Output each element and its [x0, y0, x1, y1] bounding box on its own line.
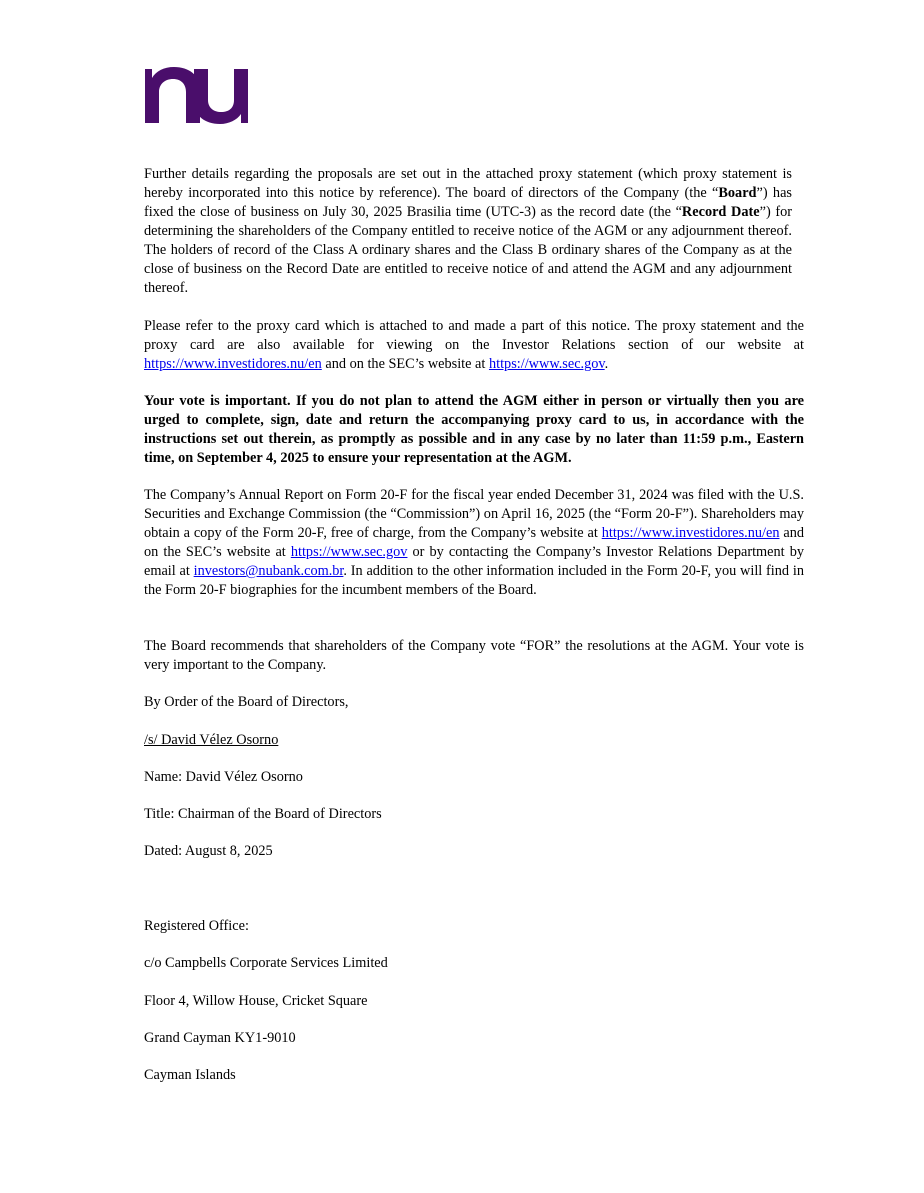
annual-report-text-4: . In addition to the other information included in the Form 20-F, you will find in the Form 20-F biographies for the incumbent members of the Board. — [144, 563, 804, 598]
investor-email-link[interactable]: investors@nubank.com.br — [193, 563, 344, 579]
address-line-3: Grand Cayman KY1-9010 — [144, 1030, 296, 1046]
board-recommendation-paragraph — [144, 637, 804, 675]
board-defined-term: Board — [718, 185, 757, 201]
annual-report-text-3: or by contacting the Company’s Investor Relations Department by email at — [144, 544, 804, 579]
address-line-4: Cayman Islands — [144, 1067, 236, 1083]
by-order-line: By Order of the Board of Directors, — [144, 694, 349, 710]
sec-website-link-2[interactable]: https://www.sec.gov — [290, 544, 408, 560]
proposals-text-1: Further details regarding the proposals are set out in the attached proxy statement (which proxy statement is hereby incorporated into this notice by reference). The board of directors of the Company (the “ — [144, 166, 792, 201]
dated-line: Dated: August 8, 2025 — [144, 843, 273, 859]
address-line-2: Floor 4, Willow House, Cricket Square — [144, 993, 368, 1009]
proposals-paragraph — [144, 165, 792, 298]
registered-office-heading: Registered Office: — [144, 918, 249, 934]
nu-logo-letter-u — [194, 69, 248, 124]
proxy-card-text-3: . — [604, 356, 609, 372]
vote-important-paragraph — [144, 392, 804, 468]
signatory-title: Title: Chairman of the Board of Directors — [144, 806, 382, 822]
annual-report-text-2: and on the SEC’s website at — [144, 525, 805, 560]
signatory-name: Name: David Vélez Osorno — [144, 769, 303, 785]
investor-relations-link-2[interactable]: https://www.investidores.nu/en — [601, 525, 780, 541]
nu-logo — [145, 66, 249, 124]
proxy-card-text-1: Please refer to the proxy card which is attached to and made a part of this notice. The proxy statement and the proxy card are also available for viewing on the Investor Relations section of our website at — [144, 318, 804, 353]
annual-report-text-1: The Company’s Annual Report on Form 20-F for the fiscal year ended December 31, 2024 was filed with the U.S. Securities and Exchange Commission (the “Commission”) on April 16, 2025 (the “Form 20-F”). Shareholders may obtain a copy of the Form 20-F, free of charge, from the Company’s website at — [144, 487, 804, 541]
address-line-1: c/o Campbells Corporate Services Limited — [144, 955, 388, 971]
signature-line: /s/ David Vélez Osorno — [144, 732, 279, 748]
nu-logo-letter-n — [145, 67, 200, 123]
proposals-text-2: ”) has fixed the close of business on July 30, 2025 Brasilia time (UTC-3) as the record date (the “ — [144, 185, 792, 220]
proxy-card-paragraph — [144, 317, 804, 374]
investor-relations-link[interactable]: https://www.investidores.nu/en — [144, 356, 322, 372]
proposals-text-3: ”) for determining the shareholders of the Company entitled to receive notice of the AGM or any adjournment thereof. The holders of record of the Class A ordinary shares and the Class B ordinary shares of the Company as at the close of business on the Record Date are entitled to receive notice of and attend the AGM and any adjournment thereof. — [144, 204, 792, 296]
vote-important-text: Your vote is important. If you do not plan to attend the AGM either in person or virtually then you are urged to complete, sign, date and return the accompanying proxy card to us, in accordance with the instructions set out therein, as promptly as possible and in any case by no later than 11:59 p.m., Eastern time, on September 4, 2025 to ensure your representation at the AGM. — [144, 393, 804, 466]
sec-website-link[interactable]: https://www.sec.gov — [488, 356, 605, 372]
proxy-card-text-2: and on the SEC’s website at — [321, 356, 489, 372]
record-date-defined-term: Record Date — [681, 204, 760, 220]
annual-report-paragraph — [144, 486, 804, 600]
board-recommendation-text: The Board recommends that shareholders of the Company vote “FOR” the resolutions at the AGM. Your vote is very important to the Company. — [144, 638, 804, 673]
